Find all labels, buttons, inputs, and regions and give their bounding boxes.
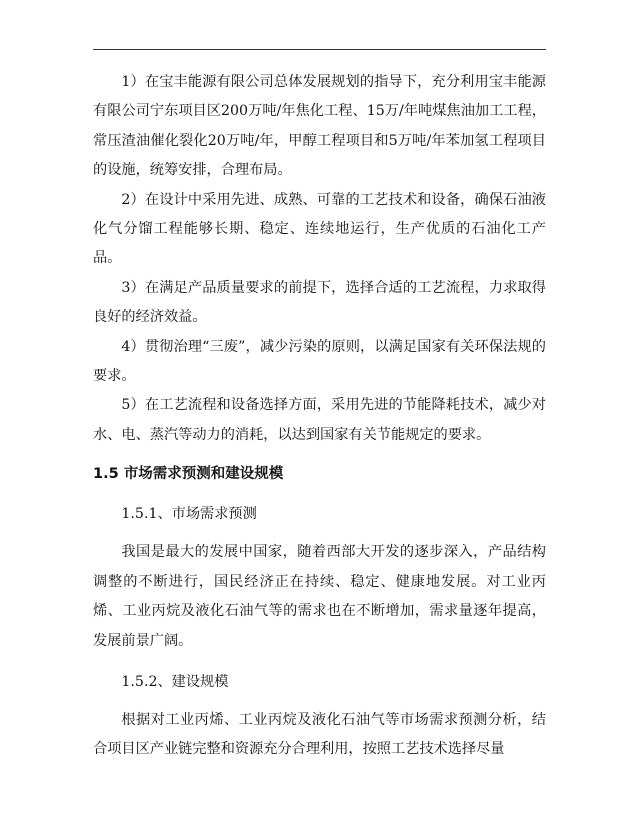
paragraph-1: 1）在宝丰能源有限公司总体发展规划的指导下，充分利用宝丰能源有限公司宁东项目区200万吨/年焦化工程、15万/年吨煤焦油加工工程，常压渣油催化裂化20万吨/年，甲醇工程项目和5万吨/年苯加氢工程项目的设施，统筹安排，合理布局。 <box>93 74 546 179</box>
subsection-body-scale: 根据对工业丙烯、工业丙烷及液化石油气等市场需求预测分析，结合项目区产业链完整和资源充分合理利用，按照工艺技术选择尽量 <box>93 711 546 758</box>
document-body <box>93 68 546 765</box>
section-heading: 1.5 市场需求预测和建设规模 <box>93 466 284 483</box>
paragraph-5: 5）在工艺流程和设备选择方面，采用先进的节能降耗技术，减少对水、电、蒸汽等动力的消耗，以达到国家有关节能规定的要求。 <box>93 397 546 443</box>
header-rule <box>93 49 546 50</box>
subsection-heading-scale: 1.5.2、建设规模 <box>121 673 229 690</box>
subsection-heading-market: 1.5.1、市场需求预测 <box>121 506 257 523</box>
subsection-body-market: 我国是最大的发展中国家，随着西部大开发的逐步深入，产品结构调整的不断进行，国民经济正在持续、稳定、健康地发展。对工业丙烯、工业丙烷及液化石油气等的需求也在不断增加，需求量逐年提高，发展前景广阔。 <box>93 544 546 649</box>
paragraph-4: 4）贯彻治理“三废”，减少污染的原则，以满足国家有关环保法规的要求。 <box>93 338 546 385</box>
paragraph-2: 2）在设计中采用先进、成熟、可靠的工艺技术和设备，确保石油液化气分馏工程能够长期、稳定、连续地运行，生产优质的石油化工产品。 <box>93 191 546 267</box>
paragraph-3: 3）在满足产品质量要求的前提下，选择合适的工艺流程，力求取得良好的经济效益。 <box>93 279 546 326</box>
